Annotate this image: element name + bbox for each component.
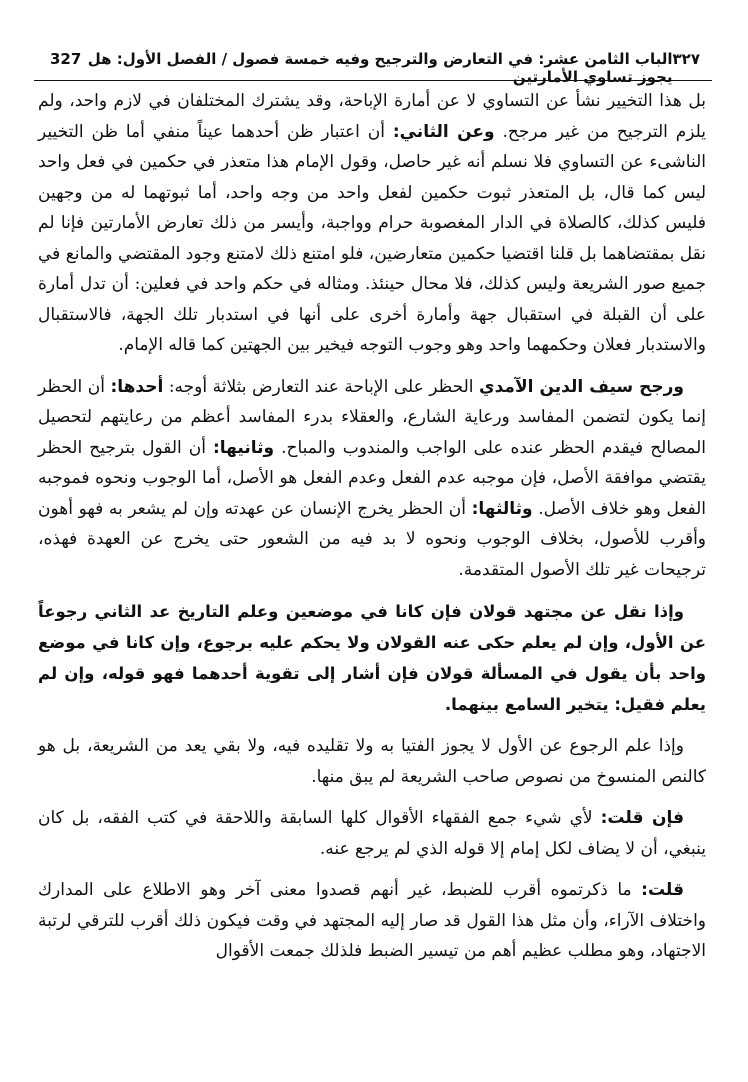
paragraph-6 <box>38 875 706 967</box>
paragraph-2-lead: ورجح سيف الدين الآمدي <box>479 376 684 397</box>
paragraph-5-lead: فإن قلت: <box>600 808 685 828</box>
paragraph-2 <box>38 372 706 586</box>
paragraph-6-rest: ما ذكرتموه أقرب للضبط، غير أنهم قصدوا معنى آخر وهو الاطلاع على المدارك واختلاف الآراء، وأن مثل هذا القول قد صار إليه المجتهد في وقت فيكون ذلك أقرب للترقي لرتبة الاجتهاد، وهو مطلب عظيم أهم من تيسير الضبط فلذلك جمعت الأقوال <box>38 880 706 961</box>
paragraph-2-keyword-2: وثانيها: <box>212 437 275 458</box>
paragraph-5-rest: لأي شيء جمع الفقهاء الأقوال كلها السابقة واللاحقة في كتب الفقه، بل كان ينبغي، أن لا يضاف لكل إمام إلا قوله الذي لم يرجع عنه. <box>38 808 706 859</box>
page-number-arabic: ٣٢٧ <box>672 50 700 68</box>
paragraph-2-text-2: أن الحظر إنما يكون لتضمن المفاسد ورعاية الشارع، والعقلاء بدرء المفاسد أعظم من رعايتهم لتحصيل المصالح فيقدم الحظر عنده على الواجب والمندوب والمباح. <box>38 376 706 458</box>
paragraph-2-text-1: الحظر على الإباحة عند التعارض بثلاثة أوجه: <box>168 376 474 397</box>
paragraph-4 <box>38 731 706 792</box>
paragraph-3-text: وإذا نقل عن مجتهد قولان فإن كانا في موضعين وعلم التاريخ عد الثاني رجوعاً عن الأول، وإن لم يعلم حكى عنه القولان ولا يحكم عليه برجوع، وإن كانا في موضع واحد بأن يقول في المسألة قولان فإن أشار إلى تقوية أحدهما فهو قوله، وإن لم يعلم فقيل: يتخير السامع بينهما. <box>38 602 706 714</box>
paragraph-1-lead: وعن الثاني: <box>392 121 495 142</box>
page-number-latin: 327 <box>50 50 82 68</box>
paragraph-2-keyword-1: أحدها: <box>110 376 164 397</box>
paragraph-1 <box>38 86 706 361</box>
header-rule <box>34 80 712 81</box>
paragraph-6-lead: قلت: <box>641 880 685 900</box>
paragraph-2-keyword-3: وثالثها: <box>471 498 533 519</box>
paragraph-2-text-4: أن الحظر يخرج الإنسان عن عهدته وإن لم يشعر به فهو أهون وأقرب للأصول، بخلاف الوجوب ونحوه لا بد فيه من الشعور حتى يخرج عن العهدة فهذه، ترجيحات غير تلك الأصول المتقدمة. <box>38 498 706 580</box>
paragraph-2-text-3: أن القول بترجيح الحظر يقتضي موافقة الأصل، فإن موجبه عدم الفعل وعدم الفعل هو الأصل، أما الوجوب ونحوه فموجبه الفعل وهو خلاف الأصل. <box>38 437 707 519</box>
running-title: الباب الثامن عشر: في التعارض والترجيح وفيه خمسة فصول / الفصل الأول: هل يجوز تساوي الأمارتين <box>87 50 673 86</box>
paragraph-1-text: بل هذا التخيير نشأ عن التساوي لا عن أمارة الإباحة، وقد يشترك المختلفان في لازم واحد، ولم يلزم الترجيح من غير مرجح. <box>38 91 707 142</box>
paragraph-5 <box>38 803 706 864</box>
paragraph-4-text: وإذا علم الرجوع عن الأول لا يجوز الفتيا به ولا تقليده فيه، ولا بقي يعد من الشريعة، بل هو كالنص المنسوخ من نصوص صاحب الشريعة لم يبق منها. <box>38 736 706 787</box>
page-body <box>38 86 706 967</box>
paragraph-1-rest: أن اعتبار ظن أحدهما عيناً منفي أما ظن التخيير الناشىء عن التساوي فلا نسلم أنه غير حاصل، وقول الإمام هذا متعذر في حكمين في فعل واحد ليس كما قال، بل المتعذر ثبوت حكمين لفعل واحد من وجه واحد، أما ثبوتهما له من وجهين فليس كذلك، كالصلاة في الدار المغصوبة حرام وواجبة، وأيسر من ذلك تعارض الأمارتين فإنا لم نقل بمقتضاهما بل قلنا اقتضيا حكمين متعارضين، فلو امتنع ذلك لامتنع وجود المقتضي والمانع في جميع صور الشريعة وليس كذلك، فلا محال حينئذ. ومثاله في حكم واحد في فعلين: أن تدل أمارة على أن القبلة في استقبال جهة وأمارة أخرى على أنها في استدبار تلك الجهة، فالاستقبال والاستدبار فعلان وحكمهما واحد وهو وجوب التوجه فيخير بين الجهتين كما قاله الإمام. <box>38 121 706 355</box>
paragraph-3 <box>38 596 706 720</box>
